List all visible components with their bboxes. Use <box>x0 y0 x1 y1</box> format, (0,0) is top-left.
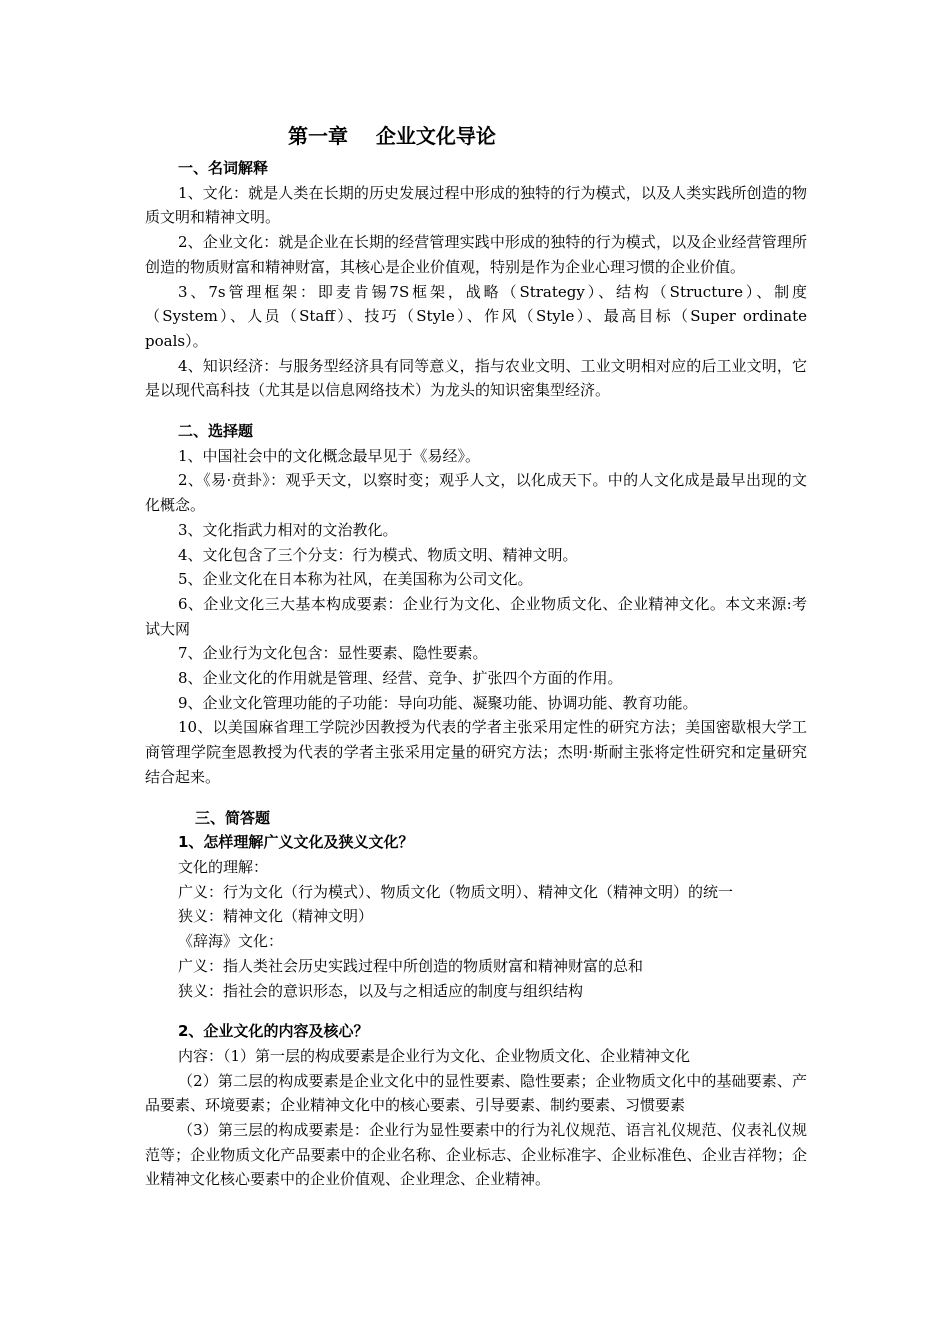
chapter-title: 第一章 企业文化导论 <box>288 124 496 148</box>
answer-line: 狭义：精神文化（精神文明） <box>178 907 374 926</box>
choice-item: 7、企业行为文化包含：显性要素、隐性要素。 <box>178 644 488 663</box>
section-heading-definitions: 一、名词解释 <box>178 159 269 177</box>
answer-paragraph: （2）第二层的构成要素是企业文化中的显性要素、隐性要素；企业物质文化中的基础要素、产品要素、环境要素；企业精神文化中的核心要素、引导要素、制约要素、习惯要素 <box>145 1071 807 1115</box>
choice-item: 10、以美国麻省理工学院沙因教授为代表的学者主张采用定性的研究方法；美国密歇根大学工商管理学院奎恩教授为代表的学者主张采用定量的研究方法；杰明·斯耐主张将定性研究和定量研究结合起来。 <box>145 718 807 786</box>
answer-line: 广义：行为文化（行为模式）、物质文化（物质文明）、精神文化（精神文明）的统一 <box>178 882 734 901</box>
choice-item: 1、中国社会中的文化概念最早见于《易经》。 <box>178 446 481 465</box>
choice-item: 8、企业文化的作用就是管理、经营、竞争、扩张四个方面的作用。 <box>178 669 623 688</box>
question-2: 2、企业文化的内容及核心？ <box>178 1022 369 1041</box>
question-1: 1、怎样理解广义文化及狭义文化？ <box>178 833 414 852</box>
definition-item: 4、知识经济：与服务型经济具有同等意义，指与农业文明、工业文明相对应的后工业文明，它是以现代高科技（尤其是以信息网络技术）为龙头的知识密集型经济。 <box>145 356 807 400</box>
document-page <box>145 118 807 1192</box>
answer-paragraph: （3）第三层的构成要素是：企业行为显性要素中的行为礼仪规范、语言礼仪规范、仪表礼仪规范等；企业物质文化产品要素中的企业名称、企业标志、企业标准字、企业标准色、企业吉祥物；企业精神文化核心要素中的企业价值观、企业理念、企业精神。 <box>145 1121 807 1189</box>
answer-line: 内容：（1）第一层的构成要素是企业行为文化、企业物质文化、企业精神文化 <box>178 1046 691 1065</box>
section-heading-short-answers: 三、简答题 <box>195 808 271 827</box>
choice-item: 6、企业文化三大基本构成要素：企业行为文化、企业物质文化、企业精神文化。本文来源:考试大网 <box>145 594 807 638</box>
definition-item: 1、文化：就是人类在长期的历史发展过程中形成的独特的行为模式，以及人类实践所创造的物质文明和精神文明。 <box>145 183 807 227</box>
choice-item: 3、文化指武力相对的文治教化。 <box>178 520 398 539</box>
section-heading-choices: 二、选择题 <box>178 422 254 441</box>
definition-item: 3、7s管理框架：即麦肯锡7S框架，战略（Strategy）、结构（Structure）、制度（System）、人员（Staff）、技巧（Style）、作风（Style）、最高目标（Super ordinate poals）。 <box>145 282 807 350</box>
choice-item: 2、《易·贲卦》：观乎天文，以察时变；观乎人文，以化成天下。中的人文化成是最早出现的文化概念。 <box>145 471 807 515</box>
answer-line: 《辞海》文化： <box>178 932 284 951</box>
answer-line: 广义：指人类社会历史实践过程中所创造的物质财富和精神财富的总和 <box>178 956 644 975</box>
choice-item: 4、文化包含了三个分支：行为模式、物质文明、精神文明。 <box>178 545 578 564</box>
definition-item: 2、企业文化：就是企业在长期的经营管理实践中形成的独特的行为模式，以及企业经营管理所创造的物质财富和精神财富，其核心是企业价值观，特别是作为企业心理习惯的企业价值。 <box>145 233 807 276</box>
answer-line: 文化的理解： <box>178 857 269 876</box>
answer-line: 狭义：指社会的意识形态，以及与之相适应的制度与组织结构 <box>178 981 584 1000</box>
choice-item: 5、企业文化在日本称为社风，在美国称为公司文化。 <box>178 570 533 589</box>
choice-item: 9、企业文化管理功能的子功能：导向功能、凝聚功能、协调功能、教育功能。 <box>178 693 698 712</box>
